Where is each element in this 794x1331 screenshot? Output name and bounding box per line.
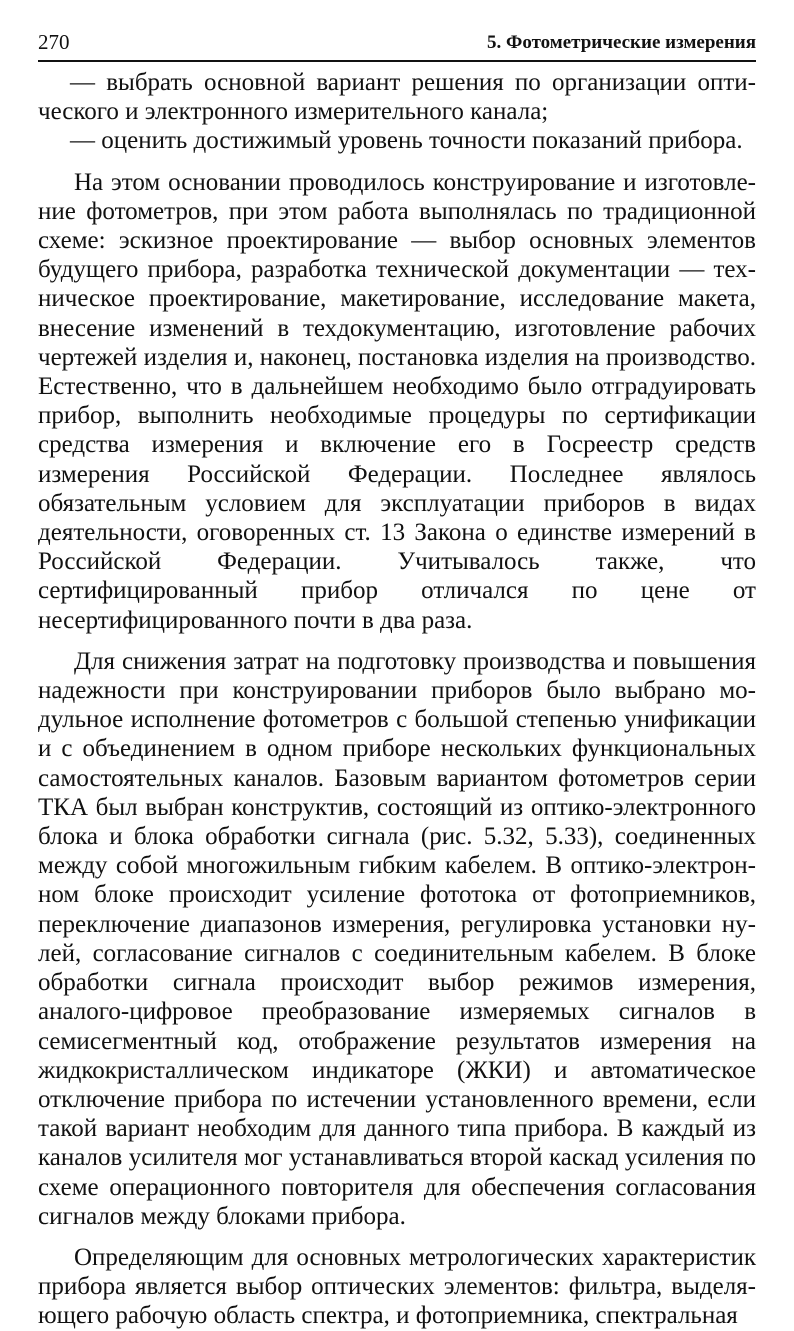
list-item: — оценить достижимый уровень точности показаний прибора. [70, 127, 743, 155]
paragraph: Для снижения затрат на подготовку производства и повышения надежности при конструировании приборов было выбрано модульное исполнение фотометров с большой степенью унификации и с объединением в одном приборе нескольких функциональных самостоятельных каналов. Базовым вариантом фотометров серии ТКА был выбран конструктив, состоящий из оптико-электронного блока и блока обработки сигнала (рис. 5.32, 5.33), соединенных между собой многожильным гибким кабелем. В оптико-электронном блоке происходит усиление фототока от фотоприемников, переключение диапазонов измерения, регулировка установки нулей, согласование сигналов с соединительным кабелем. В блоке обработки сигнала происходит выбор режимов измерения, аналого-цифровое преобразование измеряемых сигналов в семисегментный код, отображение результатов измерения на жидкокристаллическом индикаторе (ЖКИ) и автоматическое отключение прибора по истечении установленного времени, если такой вариант необходим для данного типа прибора. В каждый из каналов усилителя мог устанавливаться второй каскад усиления по схеме операционного повторителя для обеспечения согласования сигналов между блоками прибора. [38, 647, 756, 1230]
page-header [38, 28, 756, 62]
body-text [38, 68, 756, 1331]
page-number: 270 [38, 30, 70, 54]
paragraph: На этом основании проводилось конструирование и изготовление фотометров, при этом работа выполнялась по традиционной схеме: эскизное проектирование — выбор основных элементов будущего прибора, разработка технической документации — техническое проектирование, макетирование, исследование макета, внесение изменений в техдокументацию, изготовление рабочих чертежей изделия и, наконец, постановка изделия на производство. Естественно, что в дальнейшем необходимо было отградуировать прибор, выполнить необходимые процедуры по сертификации средства измерения и включение его в Госреестр средств измерения Российской Федерации. Последнее являлось обязательным условием для эксплуатации приборов в видах деятельности, оговоренных ст. 13 Закона о единстве измерений в Российской Федерации. Учитывалось также, что сертифицированный прибор отличался по цене от несертифицированного почти в два раза. [38, 168, 756, 634]
list-item: — выбрать основной вариант решения по организации оптического и электронного измерительного канала; [38, 69, 756, 126]
paragraph: Определяющим для основных метрологических характеристик прибора является выбор оптических элементов: фильтра, выделяющего рабочую область спектра, и фотоприемника, спектральная [38, 1243, 756, 1330]
running-title: 5. Фотометрические измерения [487, 32, 756, 53]
